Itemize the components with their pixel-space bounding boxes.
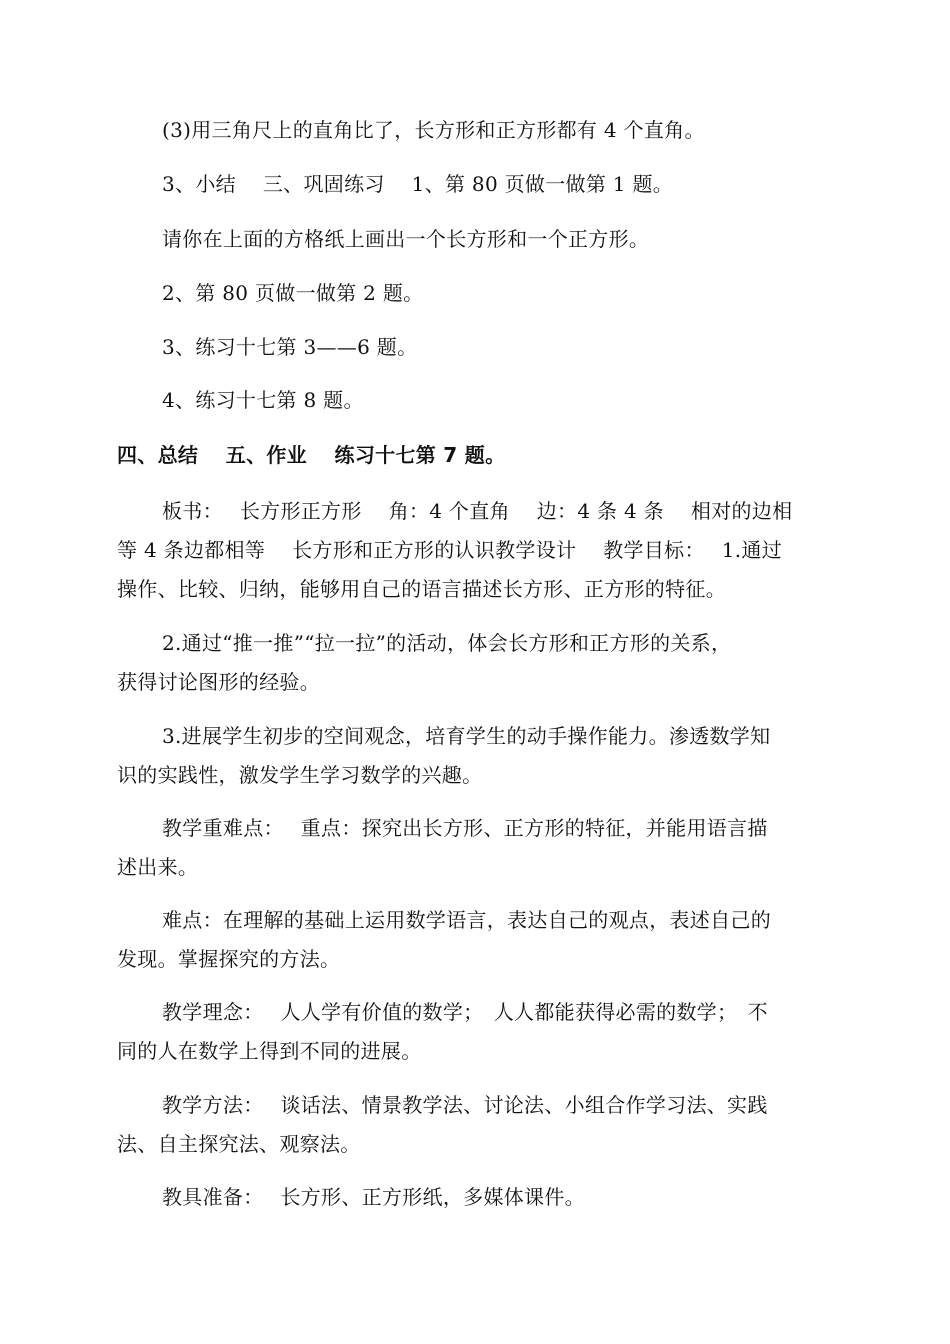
text-line-3: 请你在上面的方格纸上画出一个长方形和一个正方形。	[162, 227, 650, 251]
text-line-21: 教学方法： 谈话法、情景教学法、讨论法、小组合作学习法、实践	[162, 1093, 768, 1117]
text-line-12: 获得讨论图形的经验。	[117, 670, 320, 694]
text-line-2: 3、小结 三、巩固练习 1、第 80 页做一做第 1 题。	[162, 172, 674, 196]
text-line-6: 4、练习十七第 8 题。	[162, 388, 364, 412]
text-line-8: 板书： 长方形正方形 角：4 个直角 边：4 条 4 条 相对的边相	[162, 499, 793, 523]
text-line-1: (3)用三角尺上的直角比了，长方形和正方形都有 4 个直角。	[162, 118, 705, 142]
text-line-22: 法、自主探究法、观察法。	[117, 1132, 361, 1156]
text-line-14: 识的实践性，激发学生学习数学的兴趣。	[117, 763, 483, 787]
text-line-11: 2.通过“推一推”“拉一拉”的活动，体会长方形和正方形的关系，	[162, 631, 732, 655]
text-line-9: 等 4 条边都相等 长方形和正方形的认识教学设计 教学目标： 1.通过	[117, 538, 782, 562]
text-line-17: 难点：在理解的基础上运用数学语言，表达自己的观点，表述自己的	[162, 908, 771, 932]
text-line-15: 教学重难点： 重点：探究出长方形、正方形的特征，并能用语言描	[162, 816, 768, 840]
text-line-10: 操作、比较、归纳，能够用自己的语言描述长方形、正方形的特征。	[117, 577, 726, 601]
text-line-13: 3.进展学生初步的空间观念，培育学生的动手操作能力。渗透数学知	[162, 724, 771, 748]
section-heading: 四、总结 五、作业 练习十七第 7 题。	[117, 443, 506, 467]
text-line-23: 教具准备： 长方形、正方形纸，多媒体课件。	[162, 1185, 585, 1209]
text-line-20: 同的人在数学上得到不同的进展。	[117, 1039, 422, 1063]
text-line-5: 3、练习十七第 3——6 题。	[162, 335, 418, 359]
text-line-19: 教学理念： 人人学有价值的数学； 人人都能获得必需的数学； 不	[162, 1000, 768, 1024]
text-line-16: 述出来。	[117, 855, 199, 879]
text-line-18: 发现。掌握探究的方法。	[117, 947, 341, 971]
text-line-4: 2、第 80 页做一做第 2 题。	[162, 281, 424, 305]
